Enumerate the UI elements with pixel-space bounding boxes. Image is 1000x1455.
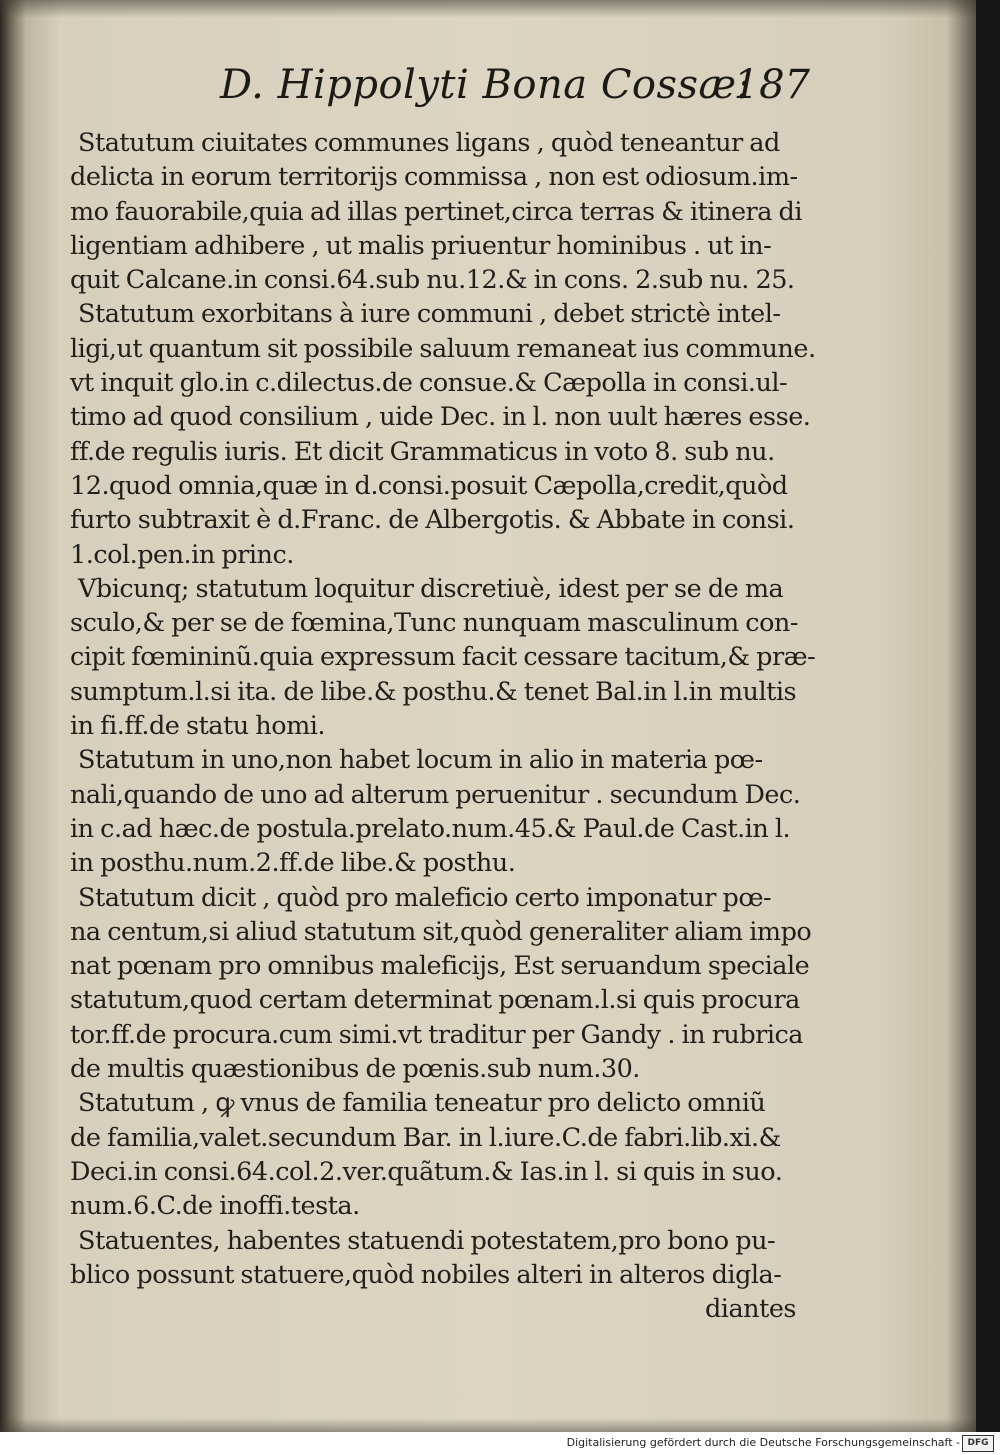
text-line: statutum,quod certam determinat pœnam.l.si quis procura xyxy=(70,985,800,1016)
running-head: D. Hippolyti Bona Cossæ: xyxy=(220,62,751,108)
paragraph-3 xyxy=(70,572,816,743)
text-line: num.6.C.de inoffi.testa. xyxy=(70,1191,360,1222)
paragraph-5 xyxy=(70,881,810,1087)
paragraph-4 xyxy=(70,743,810,880)
footer-credit: Digitalisierung gefördert durch die Deutsche Forschungsgemeinschaft - xyxy=(566,1436,960,1449)
text-line: ligi,ut quantum sit possibile saluum remaneat ius commune. xyxy=(70,333,816,364)
text-line: Statutum in uno,non habet locum in alio in materia pœ- xyxy=(78,745,763,776)
paragraph-1 xyxy=(70,126,810,297)
paragraph-6 xyxy=(70,1086,810,1223)
text-line: mo fauorabile,quia ad illas pertinet,circa terras & itinera di xyxy=(70,196,803,227)
text-line: ff.de regulis iuris. Et dicit Grammaticus in voto 8. sub nu. xyxy=(70,436,775,467)
text-line: cipit fœmininũ.quia expressum facit cessare tacitum,& præ- xyxy=(70,642,816,673)
text-line: sumptum.l.si ita. de libe.& posthu.& tenet Bal.in l.in multis xyxy=(70,676,797,707)
text-line: in posthu.num.2.ff.de libe.& posthu. xyxy=(70,848,516,879)
text-line: Vbicunq; statutum loquitur discretiuè, idest per se de ma xyxy=(78,573,784,604)
text-line: de familia,valet.secundum Bar. in l.iure.C.de fabri.lib.xi.& xyxy=(70,1122,781,1153)
text-line: quit Calcane.in consi.64.sub nu.12.& in cons. 2.sub nu. 25. xyxy=(70,265,795,296)
digitization-footer xyxy=(0,1432,1000,1455)
page-header xyxy=(70,62,810,114)
text-line: Statutum ciuitates communes ligans , quòd teneantur ad xyxy=(78,128,780,158)
text-line: de multis quæstionibus de pœnis.sub num.30. xyxy=(70,1054,640,1085)
text-line: timo ad quod consilium , uide Dec. in l. non uult hæres esse. xyxy=(70,402,811,433)
text-line: blico possunt statuere,quòd nobiles alteri in alteros digla- xyxy=(70,1259,782,1290)
text-body xyxy=(70,126,816,1326)
text-line: Statuentes, habentes statuendi potestatem,pro bono pu- xyxy=(78,1225,776,1256)
text-line: Statutum dicit , quòd pro maleficio certo imponatur pœ- xyxy=(78,882,772,913)
text-line: in fi.ff.de statu homi. xyxy=(70,711,326,742)
paragraph-2 xyxy=(70,297,816,571)
text-line: furto subtraxit è d.Franc. de Albergotis. & Abbate in consi. xyxy=(70,505,795,536)
text-line: in c.ad hæc.de postula.prelato.num.45.& Paul.de Cast.in l. xyxy=(70,813,791,844)
text-line: Statutum exorbitans à iure communi , debet strictè intel- xyxy=(78,299,781,330)
text-line: na centum,si aliud statutum sit,quòd generaliter aliam impo xyxy=(70,916,812,947)
text-line: nat pœnam pro omnibus maleficijs, Est seruandum speciale xyxy=(70,951,810,982)
text-line: 12.quod omnia,quæ in d.consi.posuit Cæpolla,credit,quòd xyxy=(70,470,788,501)
text-line: nali,quando de uno ad alterum peruenitur . secundum Dec. xyxy=(70,779,801,810)
page-number: 187 xyxy=(733,62,810,108)
text-line: sculo,& per se de fœmina,Tunc nunquam masculinum con- xyxy=(70,608,798,639)
catchword: diantes xyxy=(704,1294,796,1325)
text-line: 1.col.pen.in princ. xyxy=(70,539,294,570)
paragraph-7 xyxy=(70,1224,810,1327)
dfg-logo-icon: DFG xyxy=(962,1435,994,1452)
text-line: tor.ff.de procura.cum simi.vt traditur per Gandy . in rubrica xyxy=(70,1019,803,1050)
text-line: Deci.in consi.64.col.2.ver.quãtum.& Ias.in l. si quis in suo. xyxy=(70,1156,783,1187)
text-line: ligentiam adhibere , ut malis priuentur hominibus . ut in- xyxy=(70,230,772,261)
text-line: vt inquit glo.in c.dilectus.de consue.& Cæpolla in consi.ul- xyxy=(70,368,788,399)
text-line: delicta in eorum territorijs commissa , non est odiosum.im- xyxy=(70,162,798,193)
text-line: Statutum , ꝙ vnus de familia teneatur pro delicto omniũ xyxy=(78,1088,766,1119)
